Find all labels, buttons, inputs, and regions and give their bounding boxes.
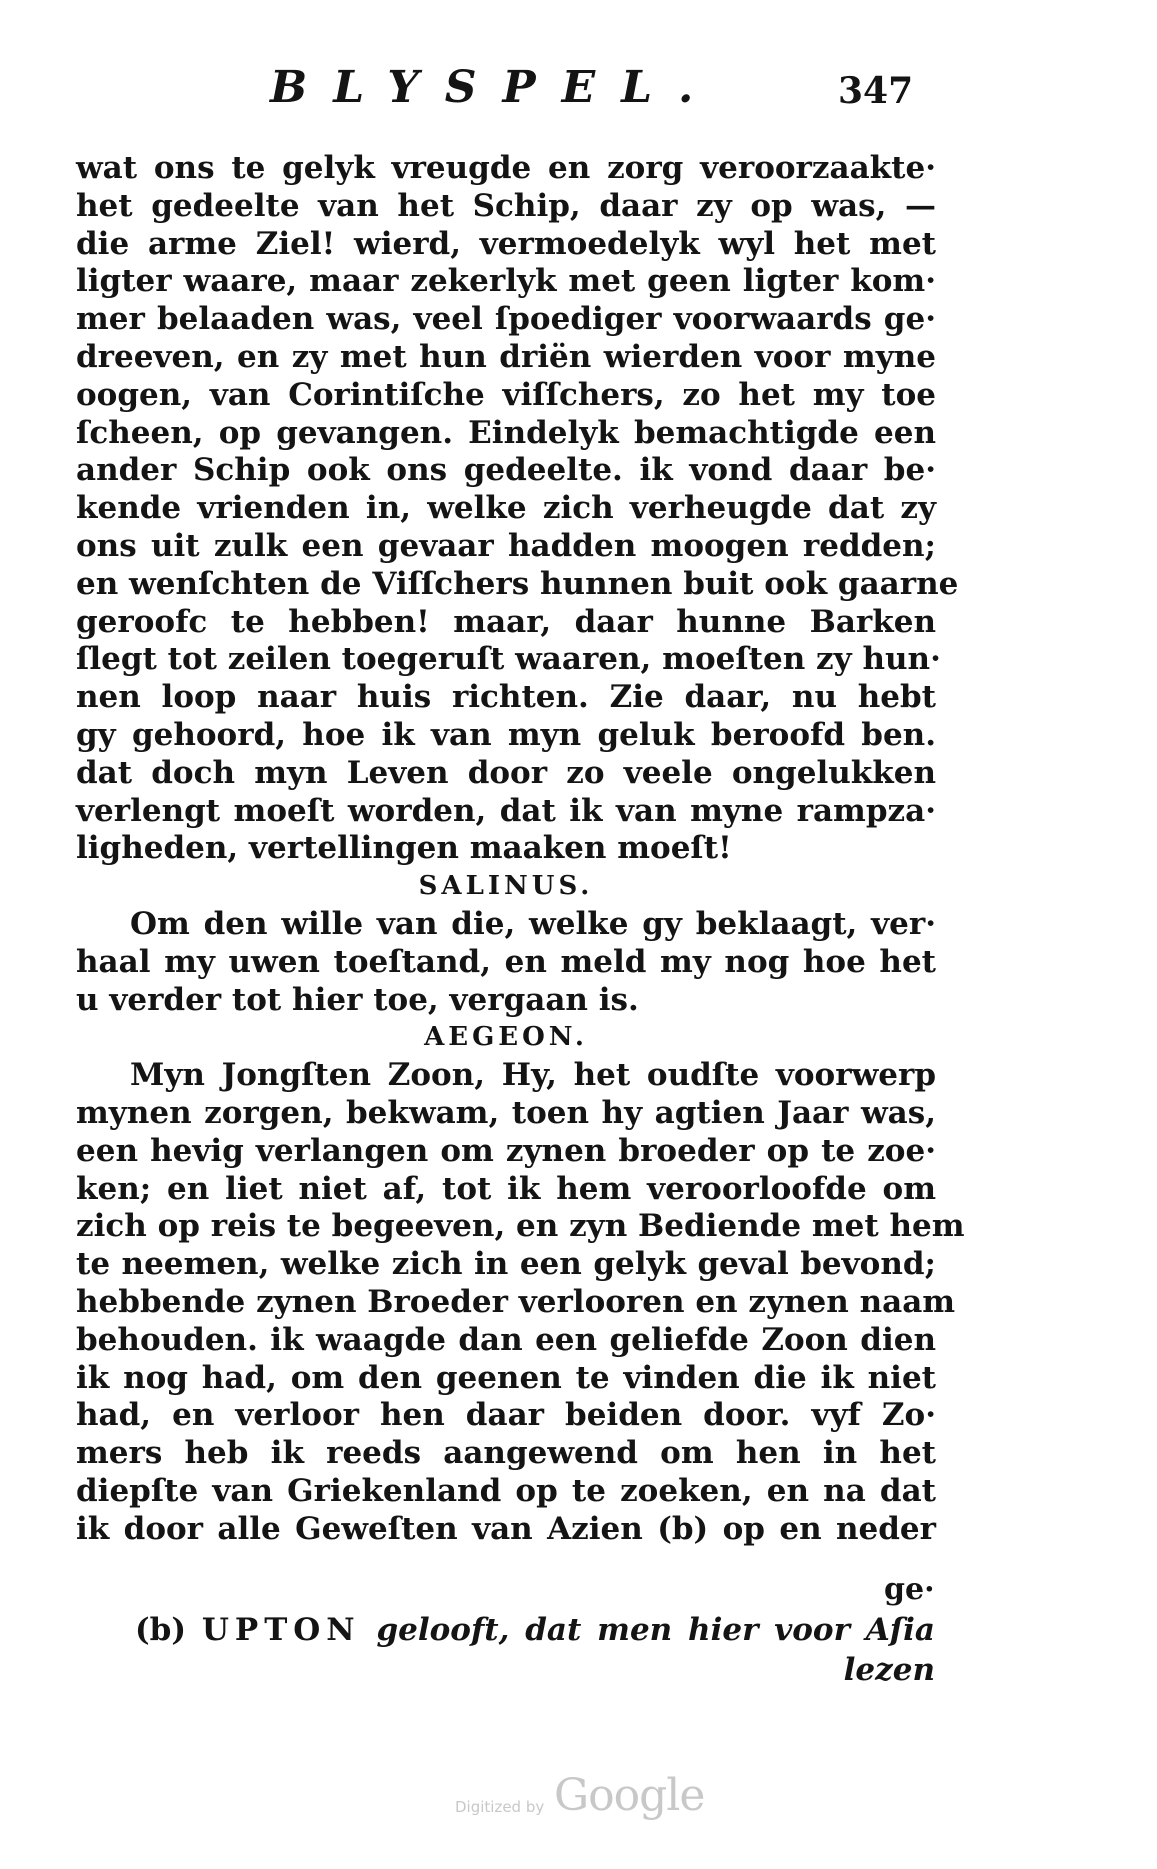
- text-line: diepſte van Griekenland op te zoeken, en na dat: [76, 1472, 936, 1509]
- text-line: mer belaaden was, veel ſpoediger voorwaards ge·: [76, 301, 936, 338]
- text-line: ligter waare, maar zekerlyk met geen ligter kom·: [76, 263, 936, 300]
- footnote: [135, 1610, 935, 1690]
- text-line: en wenſchten de Viſſchers hunnen buit ook gaarne: [76, 565, 959, 602]
- text-line: hebbende zynen Broeder verlooren en zynen naam: [76, 1283, 956, 1320]
- watermark-logo-text: Google: [554, 1770, 705, 1821]
- text-line: ik door alle Geweſten van Azien (b) op en neder: [76, 1510, 936, 1547]
- running-title: BLYSPEL.: [270, 62, 720, 113]
- text-line: Om den wille van die, welke gy beklaagt, ver·: [130, 905, 936, 942]
- catchword: ge·: [884, 1572, 935, 1607]
- page-number: 347: [838, 70, 914, 112]
- speaker-name: SALINUS.: [418, 871, 594, 902]
- text-line: gy gehoord, hoe ik van myn geluk beroofd ben.: [76, 716, 936, 753]
- text-line: had, en verloor hen daar beiden door. vyf Zo·: [76, 1397, 936, 1434]
- footnote-mark: (b): [135, 1612, 187, 1648]
- text-line: verlengt moeſt worden, dat ik van myne rampza·: [76, 792, 936, 829]
- text-line: die arme Ziel! wierd, vermoedelyk wyl het met: [76, 225, 936, 262]
- text-line: nen loop naar huis richten. Zie daar, nu hebt: [76, 679, 936, 716]
- text-line: Myn Jongſten Zoon, Hy, het oudſte voorwerp: [130, 1057, 936, 1094]
- paragraph-2: [76, 906, 936, 1019]
- text-line: geroofc te hebben! maar, daar hunne Barken: [76, 603, 936, 640]
- text-line: het gedeelte van het Schip, daar zy op was, —: [76, 187, 936, 224]
- text-line: dat doch myn Leven door zo veele ongelukken: [76, 754, 936, 791]
- digitized-watermark: [455, 1770, 715, 1830]
- watermark-small-text: Digitized by: [455, 1798, 545, 1816]
- text-line: dreeven, en zy met hun driën wierden voor myne: [76, 338, 936, 375]
- footnote-line: [135, 1610, 935, 1650]
- main-text: [76, 150, 965, 1548]
- speaker-name: AEGEON.: [424, 1022, 588, 1053]
- page-header: [0, 62, 1157, 132]
- footnote-continuation: lezen: [843, 1652, 935, 1688]
- text-line: behouden. ik waagde dan een geliefde Zoon dien: [76, 1321, 936, 1358]
- paragraph-3: [76, 1057, 965, 1548]
- text-line: een hevig verlangen om zynen broeder op te zoe·: [76, 1132, 936, 1169]
- text-line: ligheden, vertellingen maaken moeſt!: [76, 830, 732, 867]
- text-line: haal my uwen toeſtand, en meld my nog hoe het: [76, 943, 936, 980]
- text-line: te neemen, welke zich in een gelyk geval bevond;: [76, 1246, 936, 1283]
- text-line: ken; en liet niet af, tot ik hem veroorloofde om: [76, 1170, 936, 1207]
- text-line: ſlegt tot zeilen toegeruſt waaren, moeſten zy hun·: [76, 641, 941, 678]
- text-line: kende vrienden in, welke zich verheugde dat zy: [76, 490, 936, 527]
- paragraph-1: [76, 150, 959, 868]
- text-line: zich op reis te begeeven, en zyn Bediende met hem: [76, 1208, 965, 1245]
- text-line: u verder tot hier toe, vergaan is.: [76, 981, 639, 1018]
- text-line: ſcheen, op gevangen. Eindelyk bemachtigde een: [76, 414, 936, 451]
- text-line: ons uit zulk een gevaar hadden moogen redden;: [76, 527, 936, 564]
- text-line: wat ons te gelyk vreugde en zorg veroorzaakte·: [76, 150, 936, 186]
- text-line: oogen, van Corintiſche viſſchers, zo het my toe: [76, 376, 936, 413]
- text-line: mers heb ik reeds aangewend om hen in het: [76, 1435, 936, 1472]
- footnote-text: gelooft, dat men hier voor Aſia: [376, 1612, 935, 1648]
- text-line: ik nog had, om den geenen te vinden die ik niet: [76, 1359, 936, 1396]
- text-line: ander Schip ook ons gedeelte. ik vond daar be·: [76, 452, 936, 489]
- text-line: mynen zorgen, bekwam, toen hy agtien Jaar was,: [76, 1094, 936, 1131]
- footnote-author: UPTON: [201, 1612, 361, 1648]
